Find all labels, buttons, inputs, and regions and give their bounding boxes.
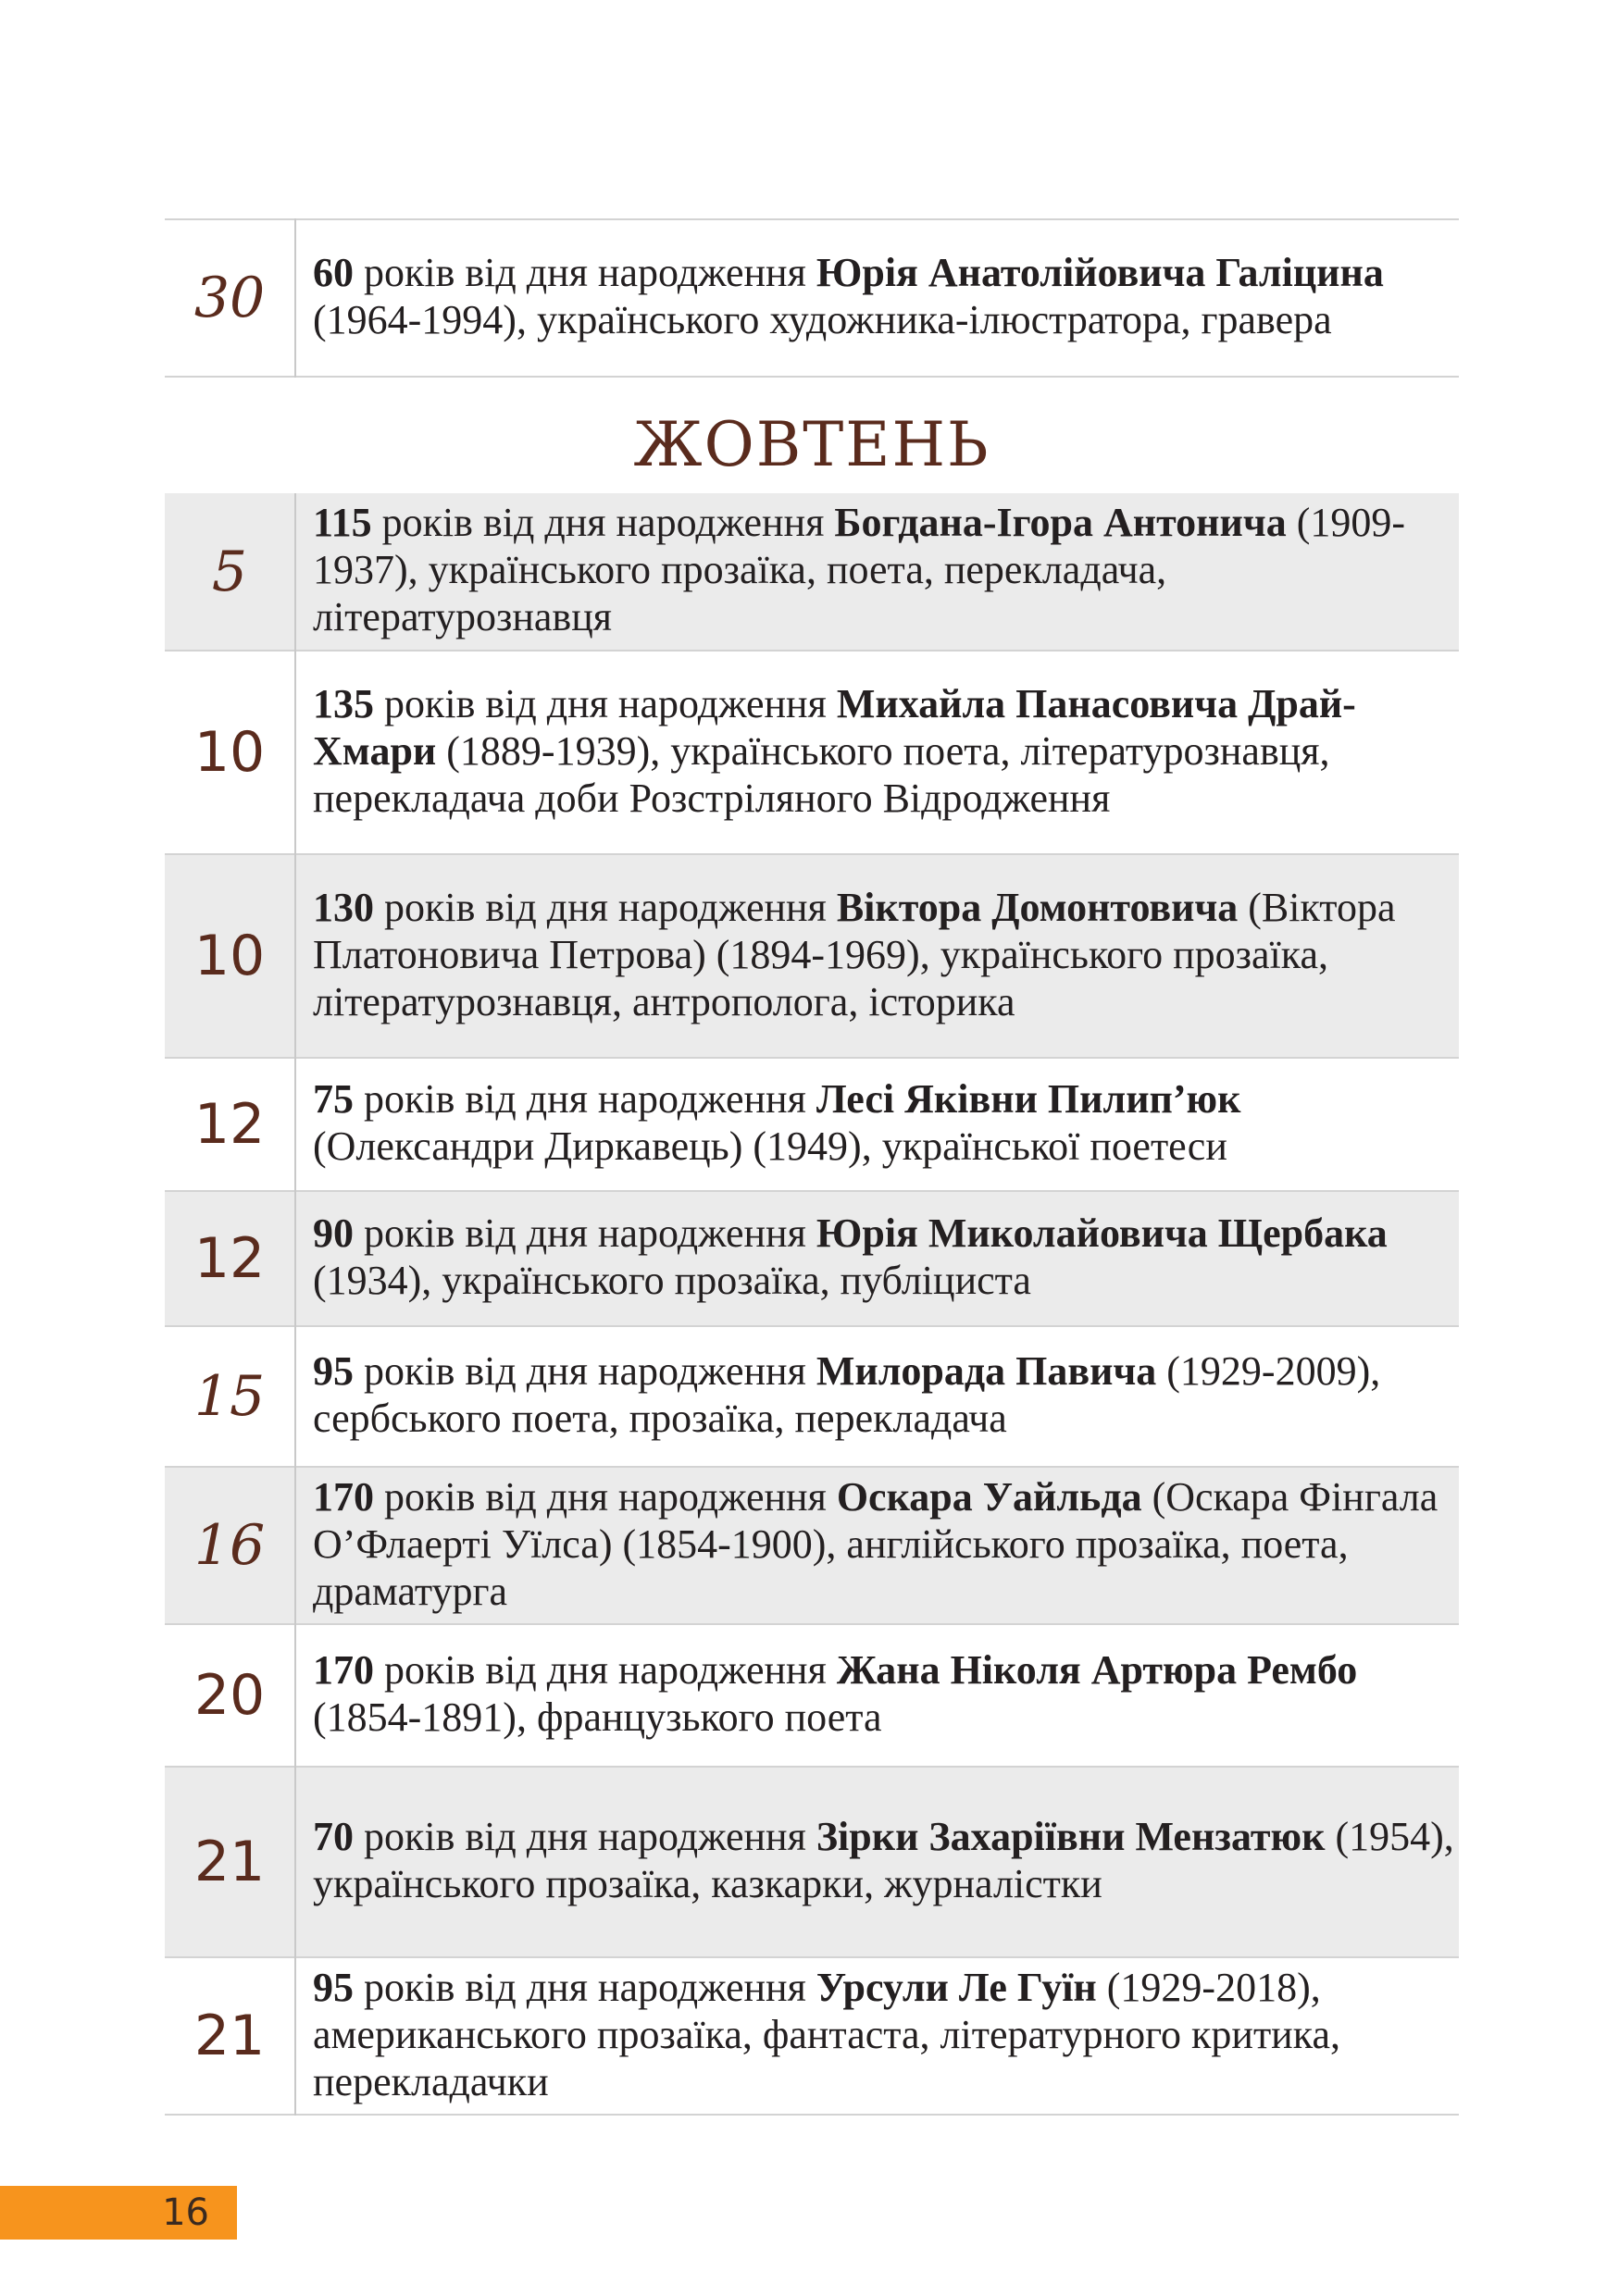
table-row	[165, 1767, 1459, 1957]
entry-text	[295, 1058, 1459, 1191]
entry-text	[295, 854, 1459, 1058]
entry-pre: років від дня народження	[354, 1964, 816, 2010]
entry-day: 20	[165, 1624, 295, 1767]
entry-text	[295, 1467, 1459, 1624]
entry-post: (Оскара Фінгала О’Флаерті Уїлса) (1854-1900), англійського прозаїка, поета, драматурга	[313, 1473, 1438, 1614]
entry-day: 10	[165, 651, 295, 854]
entry-years: 170	[313, 1473, 374, 1520]
entry-years: 115	[313, 500, 372, 545]
entry-text	[295, 493, 1459, 651]
entry-name: Юрія Миколайовича Щербака	[816, 1210, 1388, 1256]
entry-name: Милорада Павича	[816, 1348, 1157, 1394]
entry-years: 75	[313, 1076, 354, 1122]
entry-years: 95	[313, 1348, 354, 1394]
table-row	[165, 1326, 1459, 1467]
top-entry-table	[165, 218, 1459, 378]
month-heading: ЖОВТЕНЬ	[633, 409, 990, 480]
entry-name: Юрія Анатолійовича Галіцина	[816, 250, 1384, 295]
entry-day: 21	[165, 1957, 295, 2115]
entry-years: 60	[313, 250, 354, 295]
entry-day: 10	[165, 854, 295, 1058]
entry-name: Зірки Захаріївни Мензатюк	[816, 1814, 1326, 1859]
entry-text	[295, 1624, 1459, 1767]
october-table	[165, 493, 1459, 2116]
entry-text	[295, 219, 1459, 377]
entry-pre: років від дня народження	[374, 680, 837, 726]
entry-years: 90	[313, 1210, 354, 1256]
entry-day: 16	[165, 1467, 295, 1624]
entry-pre: років від дня народження	[354, 1076, 816, 1122]
entry-text	[295, 1326, 1459, 1467]
table-row	[165, 493, 1459, 651]
october-block	[165, 493, 1459, 2116]
entry-pre: років від дня народження	[374, 1647, 837, 1693]
entry-pre: років від дня народження	[371, 500, 835, 545]
entry-text	[295, 1957, 1459, 2115]
page-number: 16	[0, 2186, 237, 2240]
entry-post: (1934), українського прозаїка, публіциста	[313, 1258, 1031, 1303]
entry-post: (1954), українського прозаїка, казкарки, журналістки	[313, 1814, 1454, 1906]
entry-post: (1909-1937), українського прозаїка, поета, перекладача, літературознавця	[313, 500, 1405, 639]
entry-name: Урсули Ле Гуїн	[816, 1964, 1097, 2010]
table-row	[165, 1957, 1459, 2115]
entry-years: 95	[313, 1964, 354, 2010]
entry-name: Віктора Домонтовича	[836, 884, 1239, 930]
entry-post: (1889-1939), українського поета, літературознавця, перекладача доби Розстріляного Відродження	[313, 727, 1330, 821]
entry-name: Жана Ніколя Артюра Рембо	[836, 1647, 1358, 1693]
entry-day: 15	[165, 1326, 295, 1467]
entry-post: (1964-1994), українського художника-ілюстратора, гравера	[313, 297, 1332, 342]
table-row	[165, 219, 1459, 377]
entry-pre: років від дня народження	[354, 250, 816, 295]
entry-day: 5	[165, 493, 295, 651]
table-row	[165, 1191, 1459, 1326]
entry-day: 12	[165, 1058, 295, 1191]
entry-post: (1929-2018), американського прозаїка, фантаста, літературного критика, перекладачки	[313, 1964, 1340, 2104]
table-row	[165, 854, 1459, 1058]
entry-name: Богдана-Ігора Антонича	[834, 500, 1287, 545]
entry-text	[295, 651, 1459, 854]
entry-years: 130	[313, 884, 374, 930]
entry-name: Оскара Уайльда	[836, 1473, 1142, 1520]
entry-post: (Олександри Диркавець) (1949), української поетеси	[313, 1123, 1227, 1169]
entry-post: (Віктора Платоновича Петрова) (1894-1969), українського прозаїка, літературознавця, антрополога, історика	[313, 884, 1396, 1024]
entry-day: 12	[165, 1191, 295, 1326]
top-entry-block	[165, 218, 1459, 378]
entry-pre: років від дня народження	[374, 884, 837, 930]
entry-name: Михайла Панасовича Драй-Хмари	[313, 680, 1356, 774]
table-row	[165, 651, 1459, 854]
table-row	[165, 1058, 1459, 1191]
entry-text	[295, 1191, 1459, 1326]
entry-pre: років від дня народження	[354, 1348, 816, 1394]
entry-pre: років від дня народження	[354, 1814, 816, 1859]
entry-years: 135	[313, 680, 374, 726]
entry-years: 170	[313, 1647, 374, 1693]
entry-day: 21	[165, 1767, 295, 1957]
entry-pre: років від дня народження	[374, 1473, 837, 1520]
entry-day: 30	[165, 219, 295, 377]
entry-post: (1854-1891), французького поета	[313, 1694, 882, 1740]
entry-years: 70	[313, 1814, 354, 1859]
entry-name: Лесі Яківни Пилип’юк	[816, 1076, 1241, 1122]
entry-post: (1929-2009), сербського поета, прозаїка, перекладача	[313, 1348, 1381, 1441]
entry-pre: років від дня народження	[354, 1210, 816, 1256]
table-row	[165, 1467, 1459, 1624]
entry-text	[295, 1767, 1459, 1957]
table-row	[165, 1624, 1459, 1767]
